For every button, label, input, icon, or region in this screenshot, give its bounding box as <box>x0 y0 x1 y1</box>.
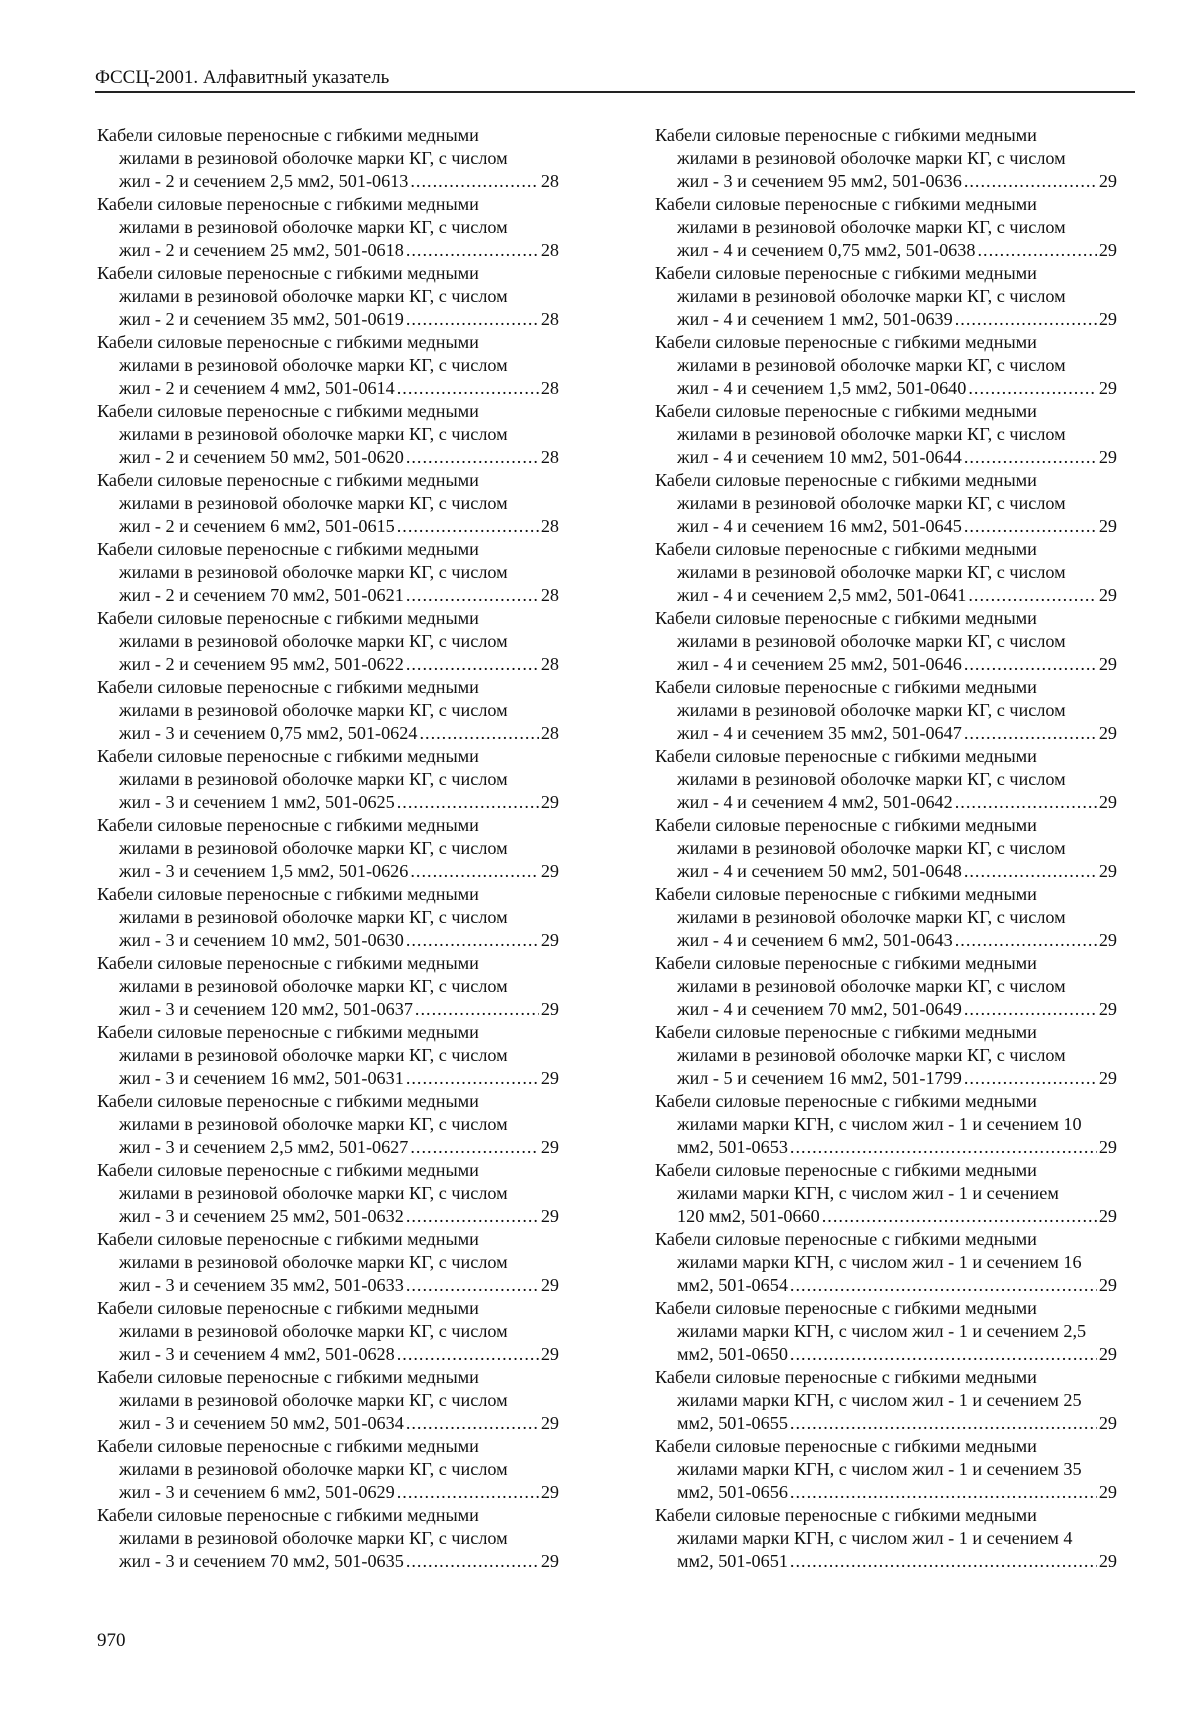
entry-line-1: Кабели силовые переносные с гибкими медными <box>97 194 479 214</box>
entry-line-2: жилами в резиновой оболочке марки КГ, с числом <box>119 424 508 444</box>
entry-line-3 <box>655 1550 1117 1573</box>
entry-line-1: Кабели силовые переносные с гибкими медными <box>97 332 479 352</box>
entry-line-1: Кабели силовые переносные с гибкими медными <box>655 332 1037 352</box>
entry-page-ref: 29 <box>1098 585 1117 605</box>
entry-text: жил - 4 и сечением 10 мм2, 501-0644 <box>677 447 962 467</box>
dot-leader <box>406 239 539 262</box>
dot-leader <box>955 929 1097 952</box>
entry-line-2: жилами в резиновой оболочке марки КГ, с числом <box>119 631 508 651</box>
entry-text: жил - 3 и сечением 0,75 мм2, 501-0624 <box>119 723 418 743</box>
entry-line-2: жилами в резиновой оболочке марки КГ, с числом <box>677 631 1066 651</box>
index-entry <box>655 1228 1117 1297</box>
entry-text: мм2, 501-0650 <box>677 1344 788 1364</box>
entry-text: жил - 4 и сечением 6 мм2, 501-0643 <box>677 930 953 950</box>
entry-line-3 <box>655 653 1117 676</box>
dot-leader <box>419 722 538 745</box>
index-entry <box>655 331 1117 400</box>
entry-line-3 <box>97 446 559 469</box>
entry-page-ref: 29 <box>1098 1413 1117 1433</box>
dot-leader <box>397 791 539 814</box>
entry-text: 120 мм2, 501-0660 <box>677 1206 820 1226</box>
entry-page-ref: 29 <box>540 1413 559 1433</box>
entry-line-3 <box>655 584 1117 607</box>
entry-line-1: Кабели силовые переносные с гибкими медными <box>655 608 1037 628</box>
entry-page-ref: 29 <box>1098 1068 1117 1088</box>
entry-line-3 <box>655 170 1117 193</box>
entry-line-3 <box>655 1412 1117 1435</box>
entry-text: жил - 2 и сечением 35 мм2, 501-0619 <box>119 309 404 329</box>
entry-page-ref: 29 <box>1098 240 1117 260</box>
entry-page-ref: 28 <box>540 240 559 260</box>
dot-leader <box>410 170 538 193</box>
entry-line-2: жилами марки КГН, с числом жил - 1 и сечением 25 <box>677 1390 1082 1410</box>
entry-text: жил - 3 и сечением 10 мм2, 501-0630 <box>119 930 404 950</box>
entry-page-ref: 28 <box>540 654 559 674</box>
entry-page-ref: 29 <box>540 1206 559 1226</box>
entry-page-ref: 29 <box>540 861 559 881</box>
entry-line-2: жилами марки КГН, с числом жил - 1 и сечением 2,5 <box>677 1321 1087 1341</box>
index-entry <box>97 676 559 745</box>
entry-line-3 <box>655 1067 1117 1090</box>
entry-line-2: жилами в резиновой оболочке марки КГ, с числом <box>119 700 508 720</box>
entry-line-1: Кабели силовые переносные с гибкими медными <box>655 539 1037 559</box>
entry-text: мм2, 501-0653 <box>677 1137 788 1157</box>
entry-text: жил - 4 и сечением 16 мм2, 501-0645 <box>677 516 962 536</box>
entry-text: жил - 5 и сечением 16 мм2, 501-1799 <box>677 1068 962 1088</box>
dot-leader <box>790 1412 1097 1435</box>
entry-text: жил - 3 и сечением 16 мм2, 501-0631 <box>119 1068 404 1088</box>
entry-line-2: жилами в резиновой оболочке марки КГ, с числом <box>119 769 508 789</box>
dot-leader <box>406 929 539 952</box>
entry-line-2: жилами в резиновой оболочке марки КГ, с числом <box>677 769 1066 789</box>
entry-line-2: жилами в резиновой оболочке марки КГ, с числом <box>119 1252 508 1272</box>
entry-line-2: жилами в резиновой оболочке марки КГ, с числом <box>119 976 508 996</box>
entry-line-3 <box>97 1136 559 1159</box>
entry-line-2: жилами в резиновой оболочке марки КГ, с числом <box>119 1321 508 1341</box>
entry-page-ref: 29 <box>540 930 559 950</box>
entry-line-1: Кабели силовые переносные с гибкими медными <box>97 746 479 766</box>
entry-line-1: Кабели силовые переносные с гибкими медными <box>97 1436 479 1456</box>
entry-line-2: жилами в резиновой оболочке марки КГ, с числом <box>119 286 508 306</box>
entry-page-ref: 29 <box>540 792 559 812</box>
entry-page-ref: 29 <box>1098 999 1117 1019</box>
entry-line-1: Кабели силовые переносные с гибкими медными <box>97 677 479 697</box>
entry-line-3 <box>97 1481 559 1504</box>
index-entry <box>97 469 559 538</box>
page-number: 970 <box>97 1630 126 1651</box>
entry-line-2: жилами в резиновой оболочке марки КГ, с числом <box>119 907 508 927</box>
page-header <box>95 66 1135 93</box>
entry-line-1: Кабели силовые переносные с гибкими медными <box>655 194 1037 214</box>
entry-text: мм2, 501-0655 <box>677 1413 788 1433</box>
index-entry <box>655 400 1117 469</box>
entry-page-ref: 29 <box>1098 723 1117 743</box>
entry-text: жил - 2 и сечением 25 мм2, 501-0618 <box>119 240 404 260</box>
entry-line-1: Кабели силовые переносные с гибкими медными <box>97 1367 479 1387</box>
index-entry <box>97 538 559 607</box>
entry-line-1: Кабели силовые переносные с гибкими медными <box>655 884 1037 904</box>
entry-line-3 <box>97 653 559 676</box>
entry-text: жил - 3 и сечением 4 мм2, 501-0628 <box>119 1344 395 1364</box>
entry-line-1: Кабели силовые переносные с гибкими медными <box>97 884 479 904</box>
entry-line-2: жилами марки КГН, с числом жил - 1 и сечением 35 <box>677 1459 1082 1479</box>
index-entry <box>97 745 559 814</box>
entry-line-2: жилами в резиновой оболочке марки КГ, с числом <box>119 838 508 858</box>
entry-line-2: жилами в резиновой оболочке марки КГ, с числом <box>119 1390 508 1410</box>
entry-text: жил - 2 и сечением 2,5 мм2, 501-0613 <box>119 171 409 191</box>
entry-line-2: жилами марки КГН, с числом жил - 1 и сечением 4 <box>677 1528 1073 1548</box>
entry-line-1: Кабели силовые переносные с гибкими медными <box>655 263 1037 283</box>
entry-text: мм2, 501-0651 <box>677 1551 788 1571</box>
dot-leader <box>410 860 538 883</box>
dot-leader <box>977 239 1096 262</box>
entry-page-ref: 29 <box>540 1482 559 1502</box>
entry-page-ref: 29 <box>1098 792 1117 812</box>
entry-line-1: Кабели силовые переносные с гибкими медными <box>97 1229 479 1249</box>
entry-page-ref: 29 <box>1098 447 1117 467</box>
entry-line-2: жилами в резиновой оболочке марки КГ, с числом <box>119 355 508 375</box>
entry-line-3 <box>655 998 1117 1021</box>
entry-text: мм2, 501-0654 <box>677 1275 788 1295</box>
index-entry <box>655 1297 1117 1366</box>
entry-line-1: Кабели силовые переносные с гибкими медными <box>655 1229 1037 1249</box>
index-entry <box>97 1504 559 1573</box>
entry-line-2: жилами в резиновой оболочке марки КГ, с числом <box>677 355 1066 375</box>
entry-text: жил - 3 и сечением 1 мм2, 501-0625 <box>119 792 395 812</box>
entry-page-ref: 29 <box>1098 930 1117 950</box>
entry-line-2: жилами в резиновой оболочке марки КГ, с числом <box>677 1045 1066 1065</box>
entry-line-1: Кабели силовые переносные с гибкими медными <box>97 263 479 283</box>
entry-line-1: Кабели силовые переносные с гибкими медными <box>655 1505 1037 1525</box>
index-entry <box>97 814 559 883</box>
entry-line-3 <box>655 722 1117 745</box>
entry-text: жил - 3 и сечением 95 мм2, 501-0636 <box>677 171 962 191</box>
dot-leader <box>964 1067 1097 1090</box>
entry-line-3 <box>655 1274 1117 1297</box>
entry-line-2: жилами марки КГН, с числом жил - 1 и сечением <box>677 1183 1059 1203</box>
entry-line-2: жилами в резиновой оболочке марки КГ, с числом <box>677 562 1066 582</box>
index-entry <box>97 1159 559 1228</box>
entry-page-ref: 29 <box>1098 516 1117 536</box>
index-entry <box>655 883 1117 952</box>
index-entry <box>97 1435 559 1504</box>
entry-line-1: Кабели силовые переносные с гибкими медными <box>97 539 479 559</box>
entry-text: жил - 2 и сечением 95 мм2, 501-0622 <box>119 654 404 674</box>
index-entry <box>655 952 1117 1021</box>
entry-line-3 <box>655 515 1117 538</box>
entry-line-3 <box>97 1550 559 1573</box>
entry-line-3 <box>97 239 559 262</box>
entry-line-1: Кабели силовые переносные с гибкими медными <box>97 470 479 490</box>
entry-line-2: жилами в резиновой оболочке марки КГ, с числом <box>677 217 1066 237</box>
entry-line-2: жилами в резиновой оболочке марки КГ, с числом <box>119 1045 508 1065</box>
entry-line-3 <box>97 860 559 883</box>
page-header-title: ФССЦ-2001. Алфавитный указатель <box>95 67 390 88</box>
entry-page-ref: 29 <box>1098 654 1117 674</box>
dot-leader <box>822 1205 1097 1228</box>
entry-page-ref: 28 <box>540 171 559 191</box>
dot-leader <box>406 1205 539 1228</box>
entry-page-ref: 28 <box>540 447 559 467</box>
entry-text: жил - 4 и сечением 70 мм2, 501-0649 <box>677 999 962 1019</box>
index-entry <box>97 124 559 193</box>
entry-page-ref: 29 <box>1098 1551 1117 1571</box>
dot-leader <box>406 584 539 607</box>
entry-text: жил - 2 и сечением 6 мм2, 501-0615 <box>119 516 395 536</box>
dot-leader <box>790 1343 1097 1366</box>
dot-leader <box>790 1274 1097 1297</box>
entry-page-ref: 28 <box>540 723 559 743</box>
entry-text: жил - 3 и сечением 6 мм2, 501-0629 <box>119 1482 395 1502</box>
entry-text: жил - 3 и сечением 1,5 мм2, 501-0626 <box>119 861 409 881</box>
entry-line-3 <box>97 1205 559 1228</box>
entry-line-1: Кабели силовые переносные с гибкими медными <box>655 1298 1037 1318</box>
entry-line-2: жилами в резиновой оболочке марки КГ, с числом <box>119 493 508 513</box>
entry-line-3 <box>97 1343 559 1366</box>
index-entry <box>655 1366 1117 1435</box>
entry-line-2: жилами марки КГН, с числом жил - 1 и сечением 16 <box>677 1252 1082 1272</box>
entry-page-ref: 29 <box>1098 171 1117 191</box>
entry-line-1: Кабели силовые переносные с гибкими медными <box>655 125 1037 145</box>
entry-page-ref: 28 <box>540 516 559 536</box>
dot-leader <box>406 1412 539 1435</box>
entry-line-3 <box>97 308 559 331</box>
entry-page-ref: 29 <box>540 999 559 1019</box>
entry-page-ref: 29 <box>1098 1137 1117 1157</box>
dot-leader <box>964 446 1097 469</box>
entry-line-2: жилами в резиновой оболочке марки КГ, с числом <box>677 907 1066 927</box>
entry-page-ref: 29 <box>1098 378 1117 398</box>
entry-line-1: Кабели силовые переносные с гибкими медными <box>655 953 1037 973</box>
dot-leader <box>968 584 1096 607</box>
index-entry <box>97 1297 559 1366</box>
entry-line-3 <box>655 1343 1117 1366</box>
dot-leader <box>964 653 1097 676</box>
entry-text: жил - 4 и сечением 4 мм2, 501-0642 <box>677 792 953 812</box>
dot-leader <box>955 308 1097 331</box>
entry-line-1: Кабели силовые переносные с гибкими медными <box>655 677 1037 697</box>
entry-line-2: жилами в резиновой оболочке марки КГ, с числом <box>677 838 1066 858</box>
entry-line-2: жилами в резиновой оболочке марки КГ, с числом <box>677 286 1066 306</box>
entry-line-1: Кабели силовые переносные с гибкими медными <box>97 1022 479 1042</box>
entry-line-3 <box>97 584 559 607</box>
index-entry <box>655 1021 1117 1090</box>
index-entry <box>655 538 1117 607</box>
entry-line-2: жилами в резиновой оболочке марки КГ, с числом <box>677 493 1066 513</box>
entry-page-ref: 29 <box>540 1137 559 1157</box>
entry-line-3 <box>97 1067 559 1090</box>
entry-text: жил - 4 и сечением 50 мм2, 501-0648 <box>677 861 962 881</box>
entry-text: жил - 3 и сечением 120 мм2, 501-0637 <box>119 999 413 1019</box>
index-entry <box>97 1228 559 1297</box>
entry-line-2: жилами в резиновой оболочке марки КГ, с числом <box>119 148 508 168</box>
index-entry <box>655 676 1117 745</box>
entry-text: жил - 4 и сечением 1 мм2, 501-0639 <box>677 309 953 329</box>
entry-line-2: жилами в резиновой оболочке марки КГ, с числом <box>119 217 508 237</box>
index-entry <box>655 607 1117 676</box>
entry-line-1: Кабели силовые переносные с гибкими медными <box>97 1505 479 1525</box>
index-entry <box>97 1090 559 1159</box>
entry-text: жил - 3 и сечением 25 мм2, 501-0632 <box>119 1206 404 1226</box>
index-entry <box>655 262 1117 331</box>
entry-line-3 <box>97 1412 559 1435</box>
index-entry <box>97 1021 559 1090</box>
index-entry <box>655 469 1117 538</box>
entry-line-1: Кабели силовые переносные с гибкими медными <box>97 125 479 145</box>
index-entry <box>655 814 1117 883</box>
dot-leader <box>790 1136 1097 1159</box>
index-entry <box>655 1435 1117 1504</box>
entry-line-3 <box>655 860 1117 883</box>
entry-line-1: Кабели силовые переносные с гибкими медными <box>97 608 479 628</box>
index-entry <box>97 607 559 676</box>
entry-line-1: Кабели силовые переносные с гибкими медными <box>655 815 1037 835</box>
entry-page-ref: 29 <box>1098 1344 1117 1364</box>
index-entry <box>655 193 1117 262</box>
dot-leader <box>964 170 1097 193</box>
dot-leader <box>406 1274 539 1297</box>
entry-text: мм2, 501-0656 <box>677 1482 788 1502</box>
entry-line-3 <box>655 929 1117 952</box>
index-entry <box>655 745 1117 814</box>
dot-leader <box>406 653 539 676</box>
entry-text: жил - 3 и сечением 2,5 мм2, 501-0627 <box>119 1137 409 1157</box>
entry-line-1: Кабели силовые переносные с гибкими медными <box>655 1022 1037 1042</box>
dot-leader <box>790 1550 1097 1573</box>
dot-leader <box>790 1481 1097 1504</box>
entry-line-2: жилами в резиновой оболочке марки КГ, с числом <box>677 700 1066 720</box>
entry-text: жил - 2 и сечением 4 мм2, 501-0614 <box>119 378 395 398</box>
entry-text: жил - 4 и сечением 35 мм2, 501-0647 <box>677 723 962 743</box>
entry-line-3 <box>655 239 1117 262</box>
index-entry <box>97 952 559 1021</box>
entry-line-1: Кабели силовые переносные с гибкими медными <box>655 1436 1037 1456</box>
dot-leader <box>397 1481 539 1504</box>
index-entry <box>97 193 559 262</box>
entry-line-3 <box>97 722 559 745</box>
entry-line-3 <box>97 998 559 1021</box>
entry-text: жил - 4 и сечением 25 мм2, 501-0646 <box>677 654 962 674</box>
entry-line-1: Кабели силовые переносные с гибкими медными <box>97 1298 479 1318</box>
entry-line-1: Кабели силовые переносные с гибкими медными <box>655 746 1037 766</box>
entry-page-ref: 29 <box>540 1344 559 1364</box>
entry-text: жил - 3 и сечением 70 мм2, 501-0635 <box>119 1551 404 1571</box>
entry-line-1: Кабели силовые переносные с гибкими медными <box>97 401 479 421</box>
dot-leader <box>415 998 539 1021</box>
entry-line-2: жилами в резиновой оболочке марки КГ, с числом <box>119 1459 508 1479</box>
dot-leader <box>968 377 1096 400</box>
entry-line-3 <box>97 791 559 814</box>
entry-page-ref: 29 <box>1098 1206 1117 1226</box>
entry-line-3 <box>655 308 1117 331</box>
entry-line-3 <box>655 791 1117 814</box>
entry-line-2: жилами в резиновой оболочке марки КГ, с числом <box>677 976 1066 996</box>
entry-line-1: Кабели силовые переносные с гибкими медными <box>655 1091 1037 1111</box>
entry-text: жил - 4 и сечением 2,5 мм2, 501-0641 <box>677 585 967 605</box>
entry-line-2: жилами в резиновой оболочке марки КГ, с числом <box>119 1528 508 1548</box>
entry-page-ref: 29 <box>540 1068 559 1088</box>
index-entry <box>655 1159 1117 1228</box>
entry-line-1: Кабели силовые переносные с гибкими медными <box>97 1160 479 1180</box>
dot-leader <box>964 998 1097 1021</box>
index-entry <box>97 1366 559 1435</box>
entry-line-1: Кабели силовые переносные с гибкими медными <box>655 1367 1037 1387</box>
entry-line-3 <box>655 1481 1117 1504</box>
index-column-right <box>655 124 1117 1573</box>
entry-line-1: Кабели силовые переносные с гибкими медными <box>655 470 1037 490</box>
entry-page-ref: 29 <box>1098 861 1117 881</box>
index-entry <box>97 400 559 469</box>
entry-text: жил - 4 и сечением 0,75 мм2, 501-0638 <box>677 240 976 260</box>
entry-line-2: жилами марки КГН, с числом жил - 1 и сечением 10 <box>677 1114 1082 1134</box>
dot-leader <box>964 722 1097 745</box>
entry-line-3 <box>97 170 559 193</box>
entry-page-ref: 29 <box>1098 1482 1117 1502</box>
entry-text: жил - 2 и сечением 70 мм2, 501-0621 <box>119 585 404 605</box>
entry-page-ref: 29 <box>540 1275 559 1295</box>
entry-line-3 <box>655 1205 1117 1228</box>
entry-line-1: Кабели силовые переносные с гибкими медными <box>655 401 1037 421</box>
entry-text: жил - 2 и сечением 50 мм2, 501-0620 <box>119 447 404 467</box>
dot-leader <box>955 791 1097 814</box>
index-column-left <box>97 124 559 1573</box>
dot-leader <box>406 308 539 331</box>
entry-line-2: жилами в резиновой оболочке марки КГ, с числом <box>119 562 508 582</box>
index-entry <box>655 1504 1117 1573</box>
entry-line-1: Кабели силовые переносные с гибкими медными <box>97 1091 479 1111</box>
entry-line-2: жилами в резиновой оболочке марки КГ, с числом <box>119 1183 508 1203</box>
entry-line-3 <box>655 1136 1117 1159</box>
index-entry <box>97 262 559 331</box>
entry-line-3 <box>655 446 1117 469</box>
dot-leader <box>964 860 1097 883</box>
entry-page-ref: 28 <box>540 585 559 605</box>
entry-line-3 <box>97 515 559 538</box>
entry-line-2: жилами в резиновой оболочке марки КГ, с числом <box>677 148 1066 168</box>
entry-line-3 <box>97 377 559 400</box>
dot-leader <box>406 1550 539 1573</box>
entry-page-ref: 29 <box>540 1551 559 1571</box>
entry-line-1: Кабели силовые переносные с гибкими медными <box>97 815 479 835</box>
dot-leader <box>406 446 539 469</box>
entry-line-1: Кабели силовые переносные с гибкими медными <box>97 953 479 973</box>
entry-page-ref: 28 <box>540 309 559 329</box>
dot-leader <box>397 515 539 538</box>
entry-line-2: жилами в резиновой оболочке марки КГ, с числом <box>677 424 1066 444</box>
dot-leader <box>406 1067 539 1090</box>
entry-line-3 <box>97 929 559 952</box>
entry-line-2: жилами в резиновой оболочке марки КГ, с числом <box>119 1114 508 1134</box>
entry-text: жил - 3 и сечением 50 мм2, 501-0634 <box>119 1413 404 1433</box>
dot-leader <box>397 377 539 400</box>
dot-leader <box>410 1136 538 1159</box>
entry-page-ref: 29 <box>1098 1275 1117 1295</box>
dot-leader <box>397 1343 539 1366</box>
index-entry <box>655 124 1117 193</box>
entry-text: жил - 3 и сечением 35 мм2, 501-0633 <box>119 1275 404 1295</box>
entry-page-ref: 29 <box>1098 309 1117 329</box>
entry-line-3 <box>97 1274 559 1297</box>
index-entry <box>655 1090 1117 1159</box>
entry-page-ref: 28 <box>540 378 559 398</box>
index-entry <box>97 331 559 400</box>
entry-text: жил - 4 и сечением 1,5 мм2, 501-0640 <box>677 378 967 398</box>
entry-line-1: Кабели силовые переносные с гибкими медными <box>655 1160 1037 1180</box>
index-entry <box>97 883 559 952</box>
entry-line-3 <box>655 377 1117 400</box>
dot-leader <box>964 515 1097 538</box>
